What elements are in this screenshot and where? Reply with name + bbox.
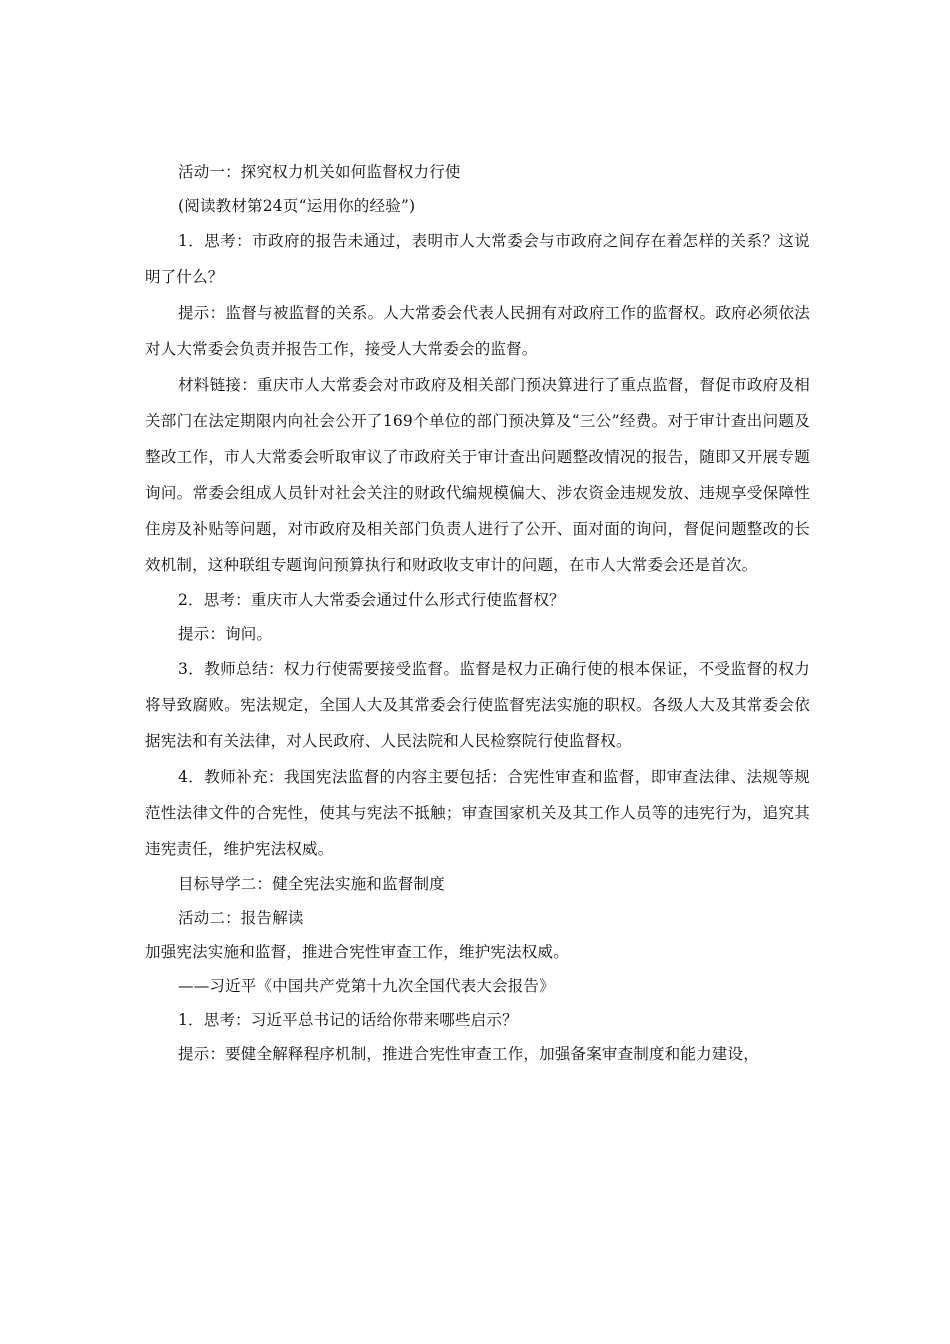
- question-3: 1．思考：习近平总书记的话给你带来哪些启示？: [178, 1011, 518, 1029]
- activity-two-heading: 活动二：报告解读: [178, 909, 304, 927]
- question-2: 2．思考：重庆市人大常委会通过什么形式行使监督权？: [178, 591, 565, 609]
- question-1: 1．思考：市政府的报告未通过，表明市人大常委会与市政府之间存在着怎样的关系？这说明了什么？: [145, 232, 810, 286]
- quote-source: ——习近平《中国共产党第十九次全国代表大会报告》: [178, 977, 555, 995]
- document-body: [145, 155, 810, 1071]
- activity-one-heading: 活动一：探究权力机关如何监督权力行使: [178, 163, 461, 181]
- reading-note: (阅读教材第24页“运用你的经验”): [178, 197, 416, 215]
- hint-2: 提示：询问。: [178, 625, 273, 643]
- teacher-supplement: 4．教师补充：我国宪法监督的内容主要包括：合宪性审查和监督，即审查法律、法规等规范性法律文件的合宪性，使其与宪法不抵触；审查国家机关及其工作人员等的违宪行为，追究其违宪责任，维护宪法权威。: [145, 768, 810, 858]
- teacher-summary: 3．教师总结：权力行使需要接受监督。监督是权力正确行使的根本保证，不受监督的权力将导致腐败。宪法规定，全国人大及其常委会行使监督宪法实施的职权。各级人大及其常委会依据宪法和有关法律，对人民政府、人民法院和人民检察院行使监督权。: [145, 660, 810, 750]
- material-link: 材料链接：重庆市人大常委会对市政府及相关部门预决算进行了重点监督，督促市政府及相关部门在法定期限内向社会公开了169个单位的部门预决算及“三公”经费。对于审计查出问题及整改工作，市人大常委会听取审议了市政府关于审计查出问题整改情况的报告，随即又开展专题询问。常委会组成人员针对社会关注的财政代编规模偏大、涉农资金违规发放、违规享受保障性住房及补贴等问题，对市政府及相关部门负责人进行了公开、面对面的询问，督促问题整改的长效机制，这种联组专题询问预算执行和财政收支审计的问题，在市人大常委会还是首次。: [145, 376, 810, 574]
- report-quote: 加强宪法实施和监督，推进合宪性审查工作，维护宪法权威。: [145, 943, 569, 961]
- hint-1: 提示：监督与被监督的关系。人大常委会代表人民拥有对政府工作的监督权。政府必须依法对人大常委会负责并报告工作，接受人大常委会的监督。: [145, 304, 810, 358]
- goal-two-heading: 目标导学二：健全宪法实施和监督制度: [178, 875, 445, 893]
- hint-3: 提示：要健全解释程序机制，推进合宪性审查工作，加强备案审查制度和能力建设，: [178, 1045, 759, 1063]
